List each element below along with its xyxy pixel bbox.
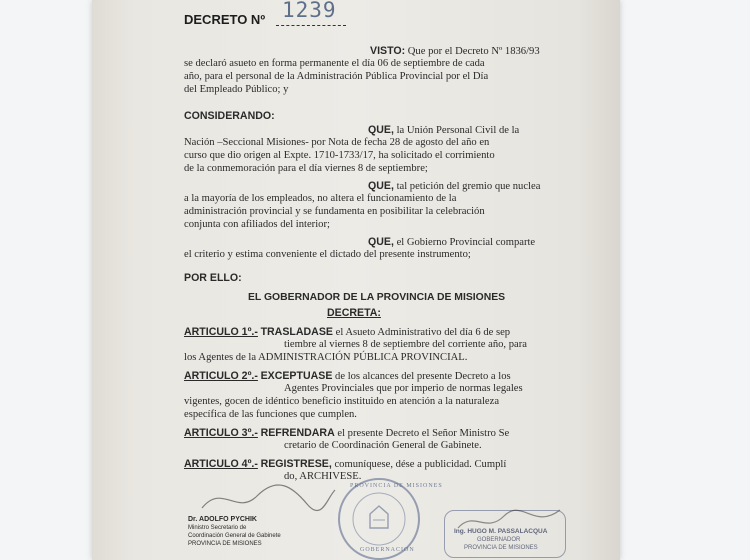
governor-heading: EL GOBERNADOR DE LA PROVINCIA DE MISIONES (248, 292, 506, 303)
que-label: QUE, (368, 124, 394, 136)
articulo-label: ARTICULO 3º.- (184, 427, 258, 439)
articulo-text: comuníquese, dése a publicidad. Cumplí (334, 459, 507, 470)
que-label: QUE, (368, 180, 394, 192)
que-text: el Gobierno Provincial comparte (396, 237, 536, 248)
seal-bottom-text: GOBERNACION (360, 547, 415, 553)
considerando-line: a la mayoría de los empleados, no altera el funcionamiento de la (184, 193, 457, 204)
considerando-label: CONSIDERANDO: (184, 110, 275, 122)
visto-first-line (370, 45, 540, 58)
articulo-text: el presente Decreto el Señor Ministro Se (337, 428, 510, 439)
considerando-line: el criterio y estima conveniente el dictado del presente instrumento; (184, 249, 471, 260)
visto-line: se declaró asueto en forma permanente el día 06 de septiembre de cada (184, 58, 485, 69)
considerando-p3-first (368, 236, 535, 249)
articulo-label: ARTICULO 2º.- (184, 370, 258, 382)
articulo-line: tiembre al viernes 8 de septiembre del corriente año, para (284, 339, 527, 350)
articulo-line: Agentes Provinciales que por imperio de normas legales (284, 383, 523, 394)
que-label: QUE, (368, 236, 394, 248)
decree-title: DECRETO Nº (184, 12, 266, 27)
articulo-text: de los alcances del presente Decreto a los (335, 371, 511, 382)
seal-top-text: PROVINCIA DE MISIONES (350, 483, 443, 489)
considerando-p2-first (368, 180, 540, 193)
articulo-3-first (184, 427, 509, 440)
right-signer-name: Ing. HUGO M. PASSALACQUA (454, 528, 548, 535)
articulo-label: ARTICULO 4º.- (184, 458, 258, 470)
left-signature-icon (197, 478, 337, 518)
articulo-line: específica de las funciones que cumplen. (184, 409, 357, 420)
left-signer-title: Ministro Secretario de (188, 525, 247, 531)
articulo-line: do, ARCHIVESE. (284, 471, 362, 482)
articulo-line: vigentes, gocen de idéntico beneficio instituido en atención a la naturaleza (184, 396, 500, 407)
articulo-label: ARTICULO 1º.- (184, 326, 258, 338)
right-signer-title: PROVINCIA DE MISIONES (464, 545, 538, 551)
decree-number-line (276, 25, 346, 26)
articulo-line: los Agentes de la ADMINISTRACIÓN PÚBLICA PROVINCIAL. (184, 352, 468, 363)
left-signer-title: Coordinación General de Gabinete (188, 533, 281, 539)
articulo-verb: TRASLADASE (260, 326, 333, 338)
considerando-line: administración provincial y se fundamenta en posibilitar la celebración (184, 206, 485, 217)
considerando-p1-first (368, 124, 519, 137)
decree-number: 1239 (282, 0, 337, 22)
left-signer-name: Dr. ADOLFO PYCHIK (188, 516, 257, 523)
visto-label: VISTO: (370, 45, 406, 57)
que-text: la Unión Personal Civil de la (396, 125, 520, 136)
que-text: tal petición del gremio que nuclea (396, 181, 541, 192)
visto-line: del Empleado Público; y (184, 84, 289, 95)
por-ello-label: POR ELLO: (184, 272, 242, 284)
considerando-line: Nación –Seccional Misiones- por Nota de fecha 28 de agosto del año en (184, 137, 490, 148)
considerando-line: conjunta con afiliados del interior; (184, 219, 330, 230)
articulo-text: el Asueto Administrativo del día 6 de sep (335, 327, 511, 338)
decreta-heading: DECRETA: (327, 307, 381, 319)
considerando-line: de la conmemoración para el día viernes 8 de septiembre; (184, 163, 428, 174)
considerando-line: curso que dio origen al Expte. 1710-1733/17, ha solicitado el corrimiento (184, 150, 495, 161)
articulo-line: cretario de Coordinación General de Gabinete. (284, 440, 482, 451)
left-signer-title: PROVINCIA DE MISIONES (188, 541, 262, 547)
articulo-verb: EXCEPTUASE (260, 370, 333, 382)
articulo-1-first (184, 326, 510, 339)
articulo-verb: REFRENDARA (260, 427, 335, 439)
visto-first-text: Que por el Decreto Nº 1836/93 (407, 46, 540, 57)
articulo-verb: REGISTRESE, (260, 458, 332, 470)
document-page (92, 0, 620, 560)
right-signer-title: GOBERNADOR (477, 537, 521, 543)
articulo-4-first (184, 458, 506, 471)
visto-line: año, para el personal de la Administración Pública Provincial por el Día (184, 71, 489, 82)
articulo-2-first (184, 370, 511, 383)
